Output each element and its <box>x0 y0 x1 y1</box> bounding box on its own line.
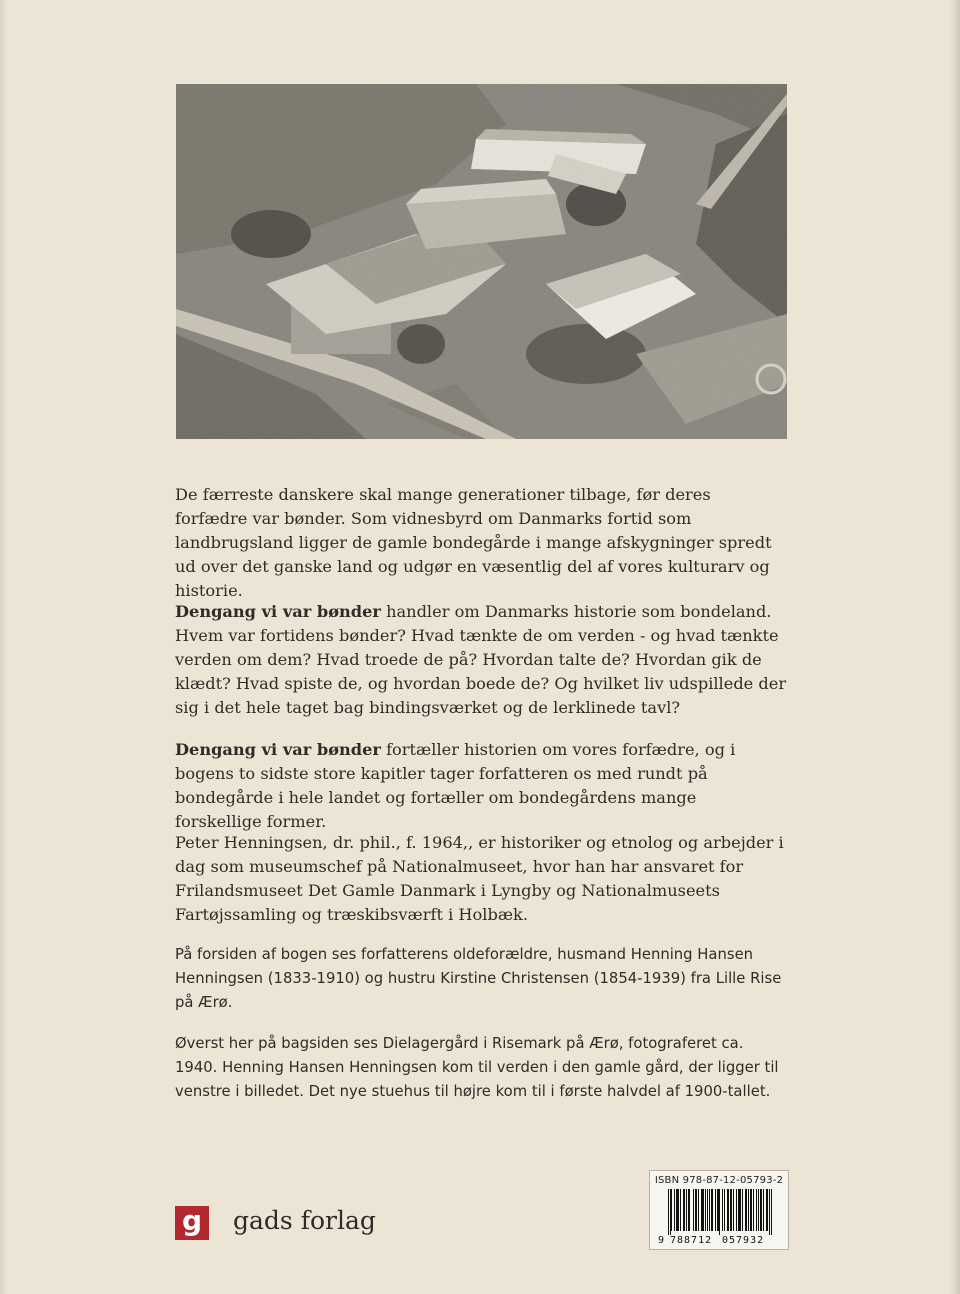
barcode-bar <box>717 1189 718 1231</box>
book-title-bold: Dengang vi var bønder <box>175 602 381 621</box>
barcode-bar <box>736 1189 737 1231</box>
barcode-bar <box>719 1189 720 1235</box>
isbn-barcode <box>649 1170 789 1250</box>
barcode-bar <box>693 1189 694 1231</box>
barcode-bar <box>668 1189 669 1235</box>
barcode-bar <box>767 1189 768 1231</box>
barcode-bar <box>684 1189 685 1231</box>
cover-caption-paragraph <box>175 943 787 1015</box>
barcode-bar <box>709 1189 710 1231</box>
barcode-digits-left: 788712 <box>670 1235 713 1245</box>
barcode-bar <box>728 1189 729 1231</box>
isbn-number: ISBN 978-87-12-05793-2 <box>654 1175 784 1186</box>
barcode-bar <box>698 1189 699 1231</box>
barcode-bar <box>680 1189 681 1231</box>
barcode-bar <box>711 1189 712 1231</box>
description-text <box>175 600 787 720</box>
cover-edge-left <box>0 0 8 1294</box>
barcode-bar <box>689 1189 690 1231</box>
barcode-digit-first: 9 <box>658 1235 665 1245</box>
barcode-bar <box>750 1189 751 1231</box>
barcode-bar <box>703 1189 704 1231</box>
barcode-bar <box>702 1189 703 1231</box>
barcode-bar <box>674 1189 675 1231</box>
barcode-bar <box>731 1189 732 1231</box>
barcode-bar <box>678 1189 679 1231</box>
description-paragraph <box>175 600 787 720</box>
barcode-bar <box>724 1189 725 1231</box>
barcode-bar <box>696 1189 697 1231</box>
barcode-bar <box>758 1189 759 1231</box>
barcode-bar <box>712 1189 713 1231</box>
barcode-bar <box>705 1189 706 1231</box>
content-rest: fortæller historien om vores forfædre, og i bogens to sidste store kapitler tager forfatteren os med rundt på bondegårde i hele landet og fortæller om bondegårdens mange forskellige former. <box>175 740 736 831</box>
description-rest: handler om Danmarks historie som bondeland. Hvem var fortidens bønder? Hvad tænkte de om verden - og hvad tænkte verden om dem? Hvad troede de på? Hvordan talte de? Hvordan gik de klædt? Hvad spiste de, og hvordan boede de? Og hvilket liv udspillede der sig i det hele taget bag bindingsværket og de lerklinede tavl? <box>175 602 787 717</box>
barcode-bar <box>727 1189 728 1231</box>
cover-caption-text: På forsiden af bogen ses forfatterens oldeforældre, husmand Henning Hansen Henningsen (1833-1910) og hustru Kirstine Christensen (1854-1939) fra Lille Rise på Ærø. <box>175 946 782 1011</box>
barcode-bar <box>742 1189 743 1231</box>
barcode-bar <box>745 1189 746 1231</box>
barcode-bar <box>670 1189 671 1235</box>
barcode-bar <box>761 1189 762 1231</box>
barcode-bar <box>738 1189 739 1231</box>
barcode-bar <box>769 1189 770 1235</box>
author-paragraph <box>175 831 787 927</box>
barcode-digits-right: 057932 <box>722 1235 765 1245</box>
publisher-logo-mark: g <box>175 1206 209 1240</box>
back-caption-text: Øverst her på bagsiden ses Dielagergård i Risemark på Ærø, fotograferet ca. 1940. Henning Hansen Henningsen kom til verden i den gamle gård, der ligger til venstre i billedet. Det nye stuehus til højre kom til i første halvdel af 1900-tallet. <box>175 1035 779 1100</box>
aerial-farm-photo <box>176 84 787 439</box>
barcode-bar <box>677 1189 678 1231</box>
barcode-bar <box>766 1189 767 1231</box>
barcode-bar <box>671 1189 672 1231</box>
content-paragraph <box>175 738 787 834</box>
barcode-bar <box>771 1189 772 1235</box>
barcode-bar <box>730 1189 731 1231</box>
back-caption-paragraph <box>175 1032 787 1104</box>
barcode-bar <box>760 1189 761 1231</box>
author-text: Peter Henningsen, dr. phil., f. 1964,, er historiker og etnolog og arbejder i dag som museumschef på Nationalmuseet, hvor han har ansvaret for Frilandsmuseet Det Gamle Danmark i Lyngby og Nationalmuseets Fartøjssamling og træskibsværft i Holbæk. <box>175 833 784 924</box>
barcode-bar <box>756 1189 757 1231</box>
content-text <box>175 738 787 834</box>
intro-paragraph <box>175 483 787 603</box>
barcode-bar <box>753 1189 754 1231</box>
barcode-bar <box>688 1189 689 1231</box>
barcode-bar <box>683 1189 684 1231</box>
publisher-name: gads forlag <box>233 1206 376 1235</box>
cover-edge-right <box>950 0 960 1294</box>
barcode-bar <box>701 1189 702 1231</box>
barcode-bar <box>746 1189 747 1231</box>
barcode-bar <box>740 1189 741 1231</box>
barcode-bar <box>763 1189 764 1231</box>
barcode-bars <box>658 1189 780 1245</box>
barcode-bar <box>686 1189 687 1231</box>
barcode-bar <box>751 1189 752 1231</box>
barcode-bar <box>733 1189 734 1231</box>
barcode-bar <box>695 1189 696 1231</box>
barcode-bar <box>748 1189 749 1231</box>
barcode-bar <box>707 1189 708 1231</box>
barcode-bar <box>739 1189 740 1231</box>
book-title-bold: Dengang vi var bønder <box>175 740 381 759</box>
barcode-bar <box>715 1189 716 1231</box>
barcode-bar <box>722 1189 723 1231</box>
barcode-bar <box>676 1189 677 1231</box>
intro-text: De færreste danskere skal mange generationer tilbage, før deres forfædre var bønder. Som vidnesbyrd om Danmarks fortid som landbrugsland ligger de gamle bondegårde i mange afskygninger spredt ud over det ganske land og udgør en væsentlig del af vores kulturarv og historie. <box>175 485 772 600</box>
barcode-bar <box>718 1189 719 1231</box>
